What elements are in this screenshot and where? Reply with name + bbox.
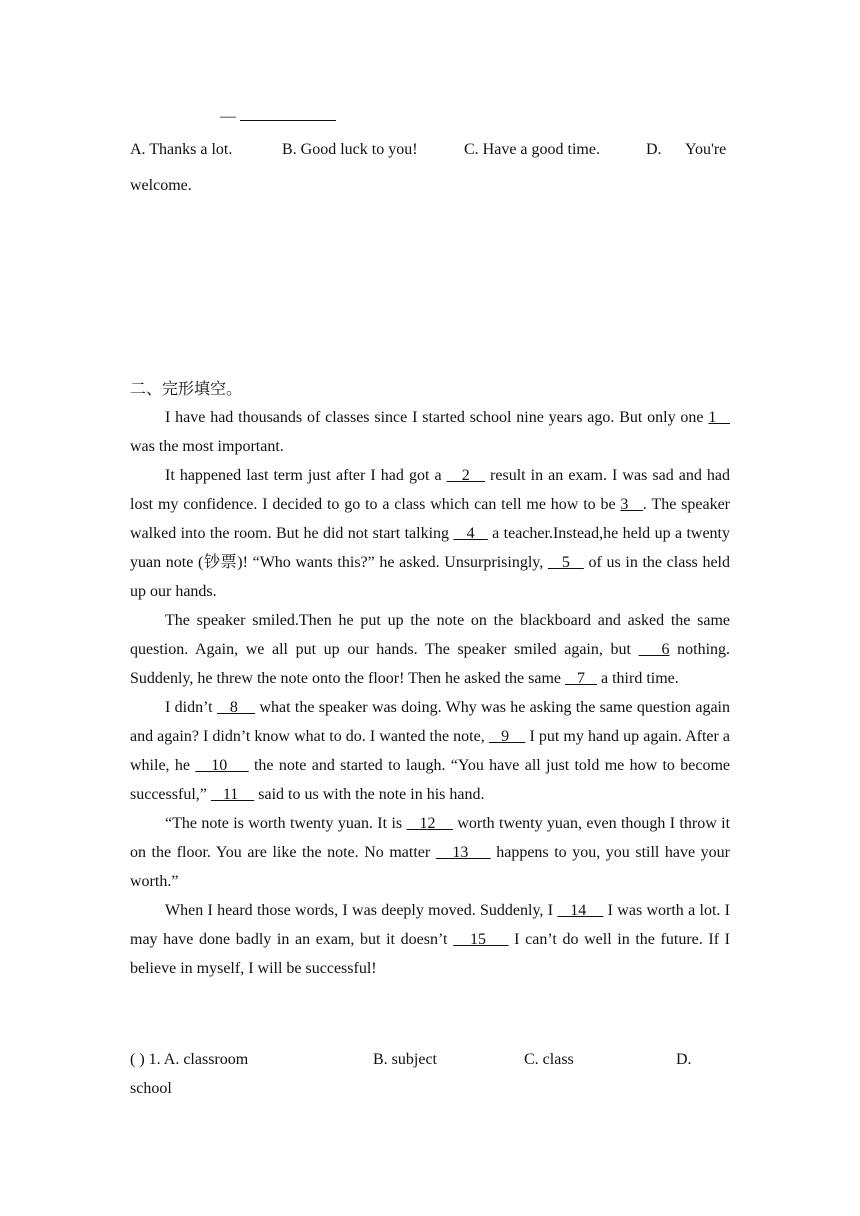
blank-8: 8 [216,699,256,716]
question-1-option-b: B. subject [373,1051,437,1068]
text: nothing. Suddenly, he threw the note onto the floor! Then he asked the same [130,641,731,687]
text: was the most important. [130,438,284,455]
text: I put my hand up again. After a while, he [130,728,731,774]
blank-2: 2 [446,467,485,484]
question-1-option-d-text: school [130,1080,172,1097]
text: a third time. [597,670,679,687]
question-1-option-d: D. [676,1051,692,1068]
answer-blank [240,106,336,121]
text: result in an exam. I was sad and had lost my confidence. I decided to go to a class which can tell me how to be [130,467,731,513]
text: The speaker smiled.Then he put up the note on the blackboard and asked the same question. Again, we all put up our hands. The speaker smiled again, but [130,612,730,658]
option-d-text: You're [685,141,727,158]
text: “The note is worth twenty yuan. It is [165,815,407,832]
text: of us in the class held up our hands. [130,554,730,600]
text: I didn’t [165,699,217,716]
dash: — [220,108,236,125]
blank-9: 9 [488,728,526,745]
option-d-continuation: welcome. [130,177,192,194]
blank-5: 5 [547,554,584,571]
option-a: A. Thanks a lot. [130,141,233,158]
blank-11: 11 [210,786,255,803]
question-1-option-c: C. class [524,1051,574,1068]
blank-6: 6 [638,641,670,658]
paragraph-5 [130,809,730,896]
text: the note and started to laugh. “You have all just told me how to become successful,” [130,757,731,803]
question-1-option-a: ( ) 1. A. classroom [130,1051,249,1068]
text: said to us with the note in his hand. [254,786,485,803]
paragraph-6 [130,896,730,983]
text: I was worth a lot. I may have done badly in an exam, but it doesn’t [130,902,731,948]
paragraph-1 [130,403,730,461]
option-c: C. Have a good time. [464,141,600,158]
blank-13: 13 [435,844,491,861]
blank-7: 7 [565,670,597,687]
blank-4: 4 [453,525,488,542]
blank-3: 3 [620,496,643,513]
option-d-letter: D. [646,141,662,158]
blank-14: 14 [557,902,604,919]
option-b: B. Good luck to you! [282,141,418,158]
blank-10: 10 [195,757,249,774]
paragraph-4 [130,693,730,809]
text: I have had thousands of classes since I started school nine years ago. But only one [165,409,709,426]
blank-12: 12 [406,815,453,832]
answer-dash-line [220,106,336,126]
text: a teacher.Instead,he held up a twenty yuan note (钞票)! “Who wants this?” he asked. Unsurprisingly, [130,525,731,571]
paragraph-2 [130,461,730,606]
text: When I heard those words, I was deeply moved. Suddenly, I [165,902,558,919]
text: It happened last term just after I had got a [165,467,447,484]
text: happens to you, you still have your worth.” [130,844,730,890]
cloze-passage [130,403,730,983]
paragraph-3 [130,606,730,693]
blank-1: 1 [708,409,730,426]
text: what the speaker was doing. Why was he asking the same question again and again? I didn’t know what to do. I wanted the note, [130,699,731,745]
section-title: 二、完形填空。 [130,379,243,398]
text: I can’t do well in the future. If I believe in myself, I will be successful! [130,931,731,977]
text: worth twenty yuan, even though I throw it on the floor. You are like the note. No matter [130,815,731,861]
text: . The speaker walked into the room. But he did not start talking [130,496,731,542]
blank-15: 15 [453,931,509,948]
